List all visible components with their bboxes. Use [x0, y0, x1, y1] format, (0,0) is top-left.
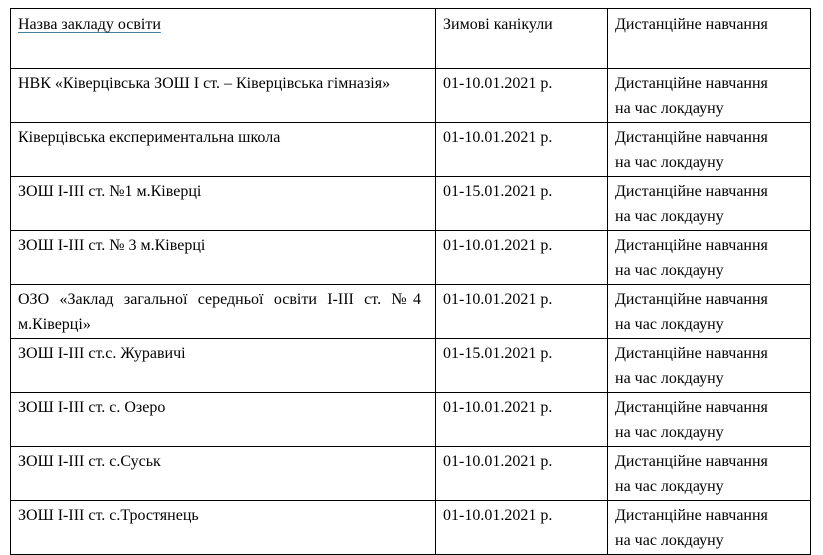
distance-cell: [608, 393, 811, 447]
holidays-cell: 01-10.01.2021 р.: [436, 285, 608, 339]
distance-line-1: Дистанційне навчання: [615, 453, 768, 470]
table-row: [11, 339, 811, 393]
distance-line-2: на час локдауну: [615, 424, 724, 441]
table-row: [11, 231, 811, 285]
holidays-cell: 01-10.01.2021 р.: [436, 231, 608, 285]
header-row: [11, 9, 811, 69]
holidays-cell: 01-15.01.2021 р.: [436, 339, 608, 393]
school-cell: НВК «Ківерцівська ЗОШ І ст. – Ківерцівська гімназія»: [11, 69, 436, 123]
distance-line-1: Дистанційне навчання: [615, 399, 768, 416]
distance-line-1: Дистанційне навчання: [615, 129, 768, 146]
distance-line-1: Дистанційне навчання: [615, 75, 768, 92]
distance-line-2: на час локдауну: [615, 478, 724, 495]
distance-cell: [608, 177, 811, 231]
table-row: [11, 393, 811, 447]
holidays-cell: 01-10.01.2021 р.: [436, 393, 608, 447]
school-cell: ЗОШ І-ІІІ ст. № 3 м.Ківерці: [11, 231, 436, 285]
table-row: [11, 447, 811, 501]
distance-line-2: на час локдауну: [615, 532, 724, 549]
distance-line-1: Дистанційне навчання: [615, 183, 768, 200]
distance-line-1: Дистанційне навчання: [615, 291, 768, 308]
column-header-holidays-label: Зимові канікули: [443, 16, 553, 33]
school-cell: ЗОШ І-ІІІ ст. с. Озеро: [11, 393, 436, 447]
holidays-cell: 01-10.01.2021 р.: [436, 447, 608, 501]
distance-cell: [608, 339, 811, 393]
school-cell: ОЗО «Заклад загальної середньої освіти І-ІІІ ст. №4 м.Ківерці»: [11, 285, 436, 339]
school-schedule-table: [10, 8, 811, 555]
distance-cell: [608, 123, 811, 177]
school-cell: ЗОШ І-ІІІ ст.с. Журавичі: [11, 339, 436, 393]
holidays-cell: 01-10.01.2021 р.: [436, 69, 608, 123]
distance-line-2: на час локдауну: [615, 154, 724, 171]
distance-line-2: на час локдауну: [615, 208, 724, 225]
distance-line-2: на час локдауну: [615, 262, 724, 279]
holidays-cell: 01-15.01.2021 р.: [436, 177, 608, 231]
column-header-school: [11, 9, 436, 69]
table-row: [11, 123, 811, 177]
distance-line-2: на час локдауну: [615, 100, 724, 117]
table-row: [11, 69, 811, 123]
school-cell: ЗОШ І-ІІІ ст. №1 м.Ківерці: [11, 177, 436, 231]
distance-cell: [608, 69, 811, 123]
distance-line-1: Дистанційне навчання: [615, 237, 768, 254]
school-cell: ЗОШ І-ІІІ ст. с.Суськ: [11, 447, 436, 501]
column-header-holidays: [436, 9, 608, 69]
distance-cell: [608, 447, 811, 501]
table-row: [11, 285, 811, 339]
column-header-school-label: Назва закладу освіти: [18, 16, 161, 33]
column-header-distance-label: Дистанційне навчання: [615, 16, 768, 33]
distance-line-2: на час локдауну: [615, 370, 724, 387]
school-cell: Ківерцівська експериментальна школа: [11, 123, 436, 177]
distance-line-2: на час локдауну: [615, 316, 724, 333]
table-row: [11, 501, 811, 555]
column-header-distance: [608, 9, 811, 69]
distance-cell: [608, 285, 811, 339]
holidays-cell: 01-10.01.2021 р.: [436, 123, 608, 177]
table-row: [11, 177, 811, 231]
school-cell: ЗОШ І-ІІІ ст. с.Тростянець: [11, 501, 436, 555]
holidays-cell: 01-10.01.2021 р.: [436, 501, 608, 555]
distance-line-1: Дистанційне навчання: [615, 507, 768, 524]
distance-line-1: Дистанційне навчання: [615, 345, 768, 362]
distance-cell: [608, 231, 811, 285]
distance-cell: [608, 501, 811, 555]
